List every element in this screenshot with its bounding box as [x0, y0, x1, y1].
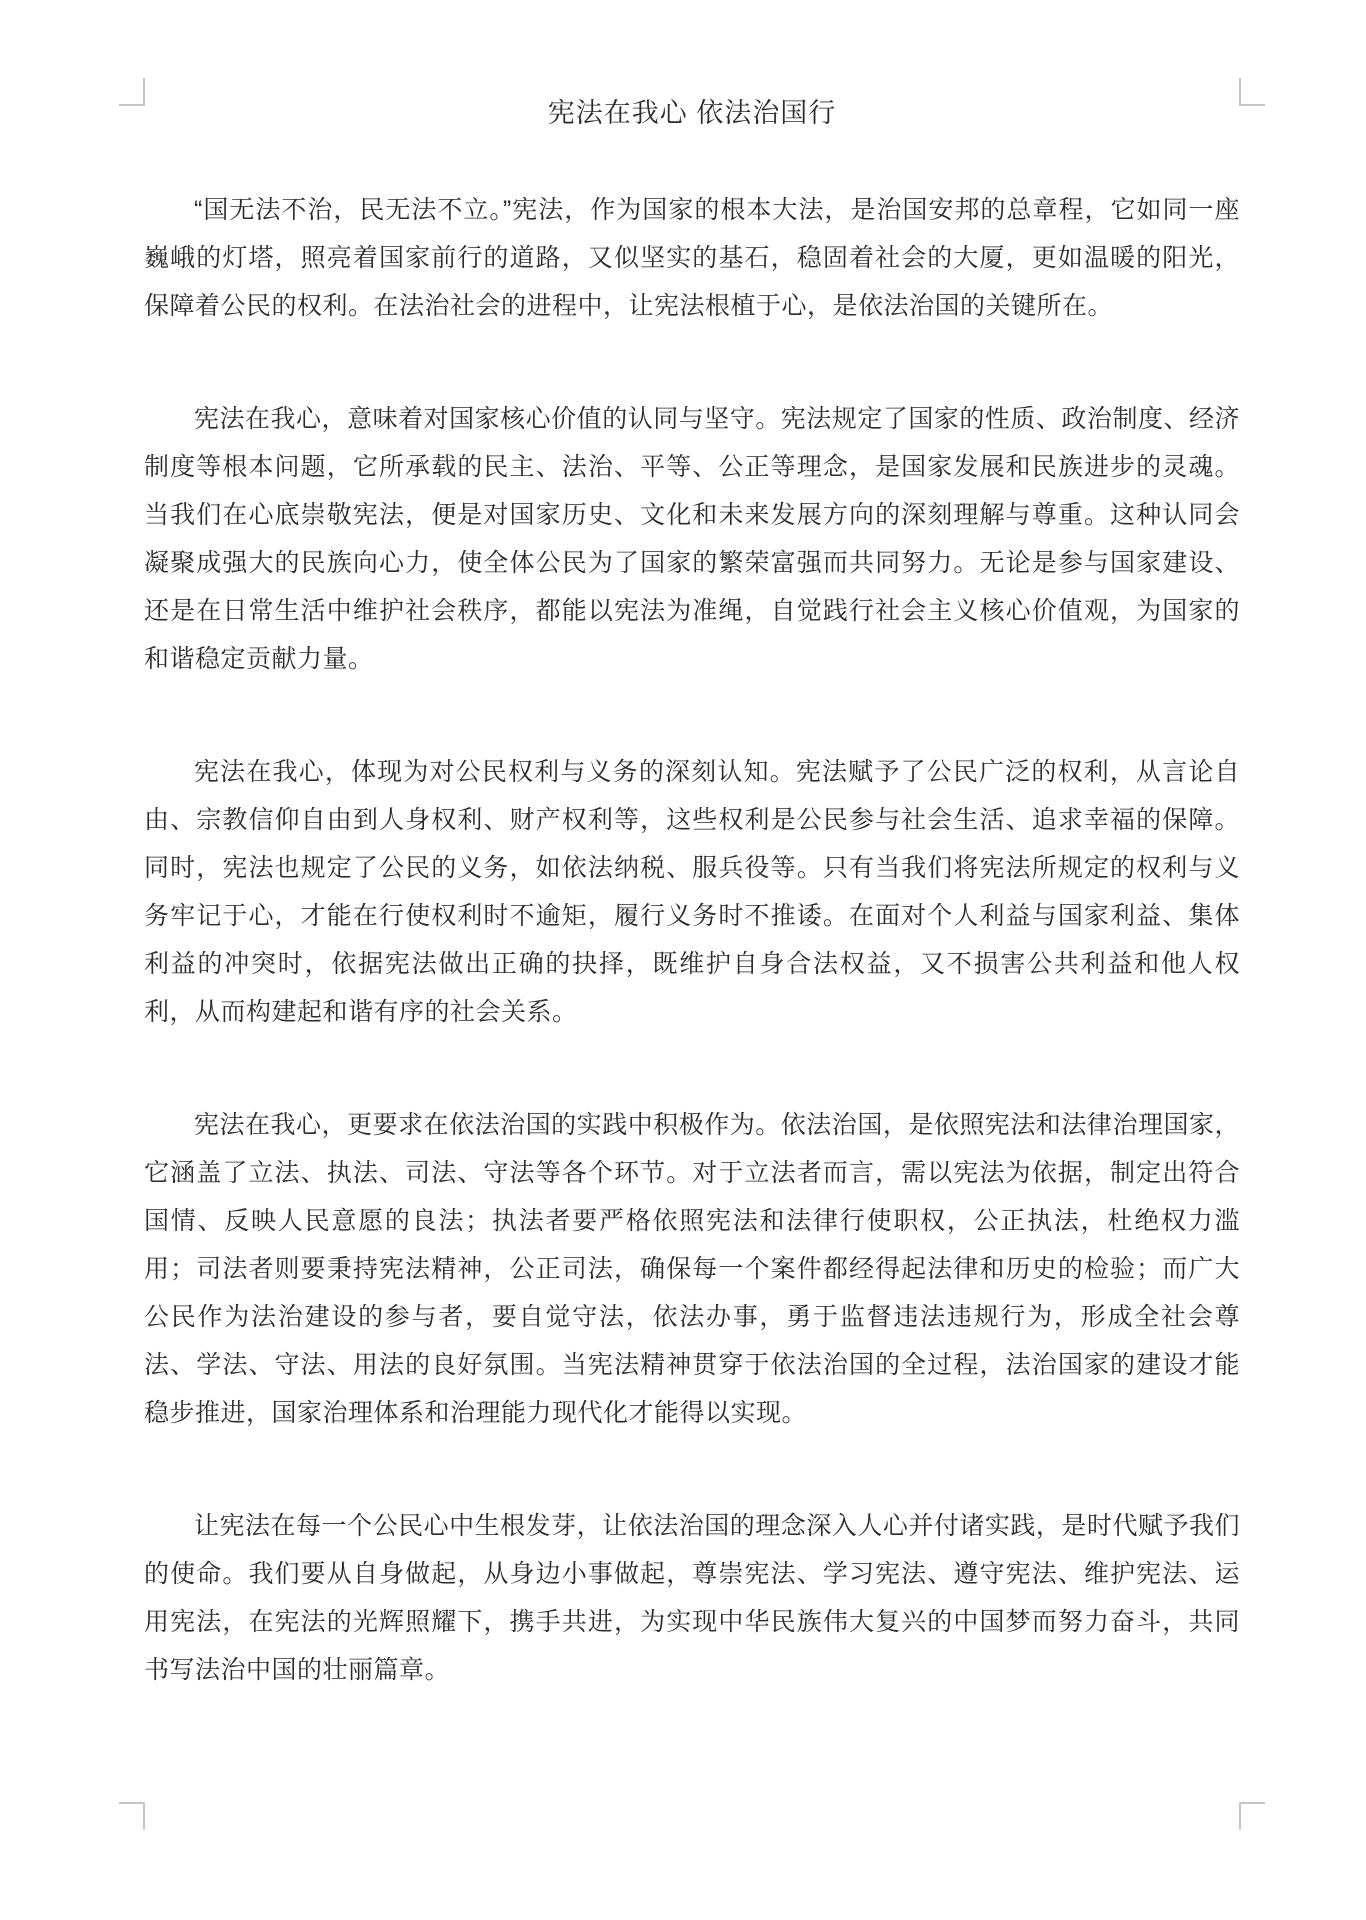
body-paragraph: 宪法在我心，体现为对公民权利与义务的深刻认知。宪法赋予了公民广泛的权利，从言论自由、宗教信仰自由到人身权利、财产权利等，这些权利是公民参与社会生活、追求幸福的保障。同时，宪法也规定了公民的义务，如依法纳税、服兵役等。只有当我们将宪法所规定的权利与义务牢记于心，才能在行使权利时不逾矩，履行义务时不推诿。在面对个人利益与国家利益、集体利益的冲突时，依据宪法做出正确的抉择，既维护自身合法权益，又不损害公共利益和他人权利，从而构建起和谐有序的社会关系。 [144, 758, 1240, 1026]
body-paragraph: 让宪法在每一个公民心中生根发芽，让依法治国的理念深入人心并付诸实践，是时代赋予我们的使命。我们要从自身做起，从身边小事做起，尊崇宪法、学习宪法、遵守宪法、维护宪法、运用宪法，在宪法的光辉照耀下，携手共进，为实现中华民族伟大复兴的中国梦而努力奋斗，共同书写法治中国的壮丽篇章。 [144, 1512, 1240, 1684]
body-paragraph: 宪法在我心，更要求在依法治国的实践中积极作为。依法治国，是依照宪法和法律治理国家，它涵盖了立法、执法、司法、守法等各个环节。对于立法者而言，需以宪法为依据，制定出符合国情、反映人民意愿的良法；执法者要严格依照宪法和法律行使职权，公正执法，杜绝权力滥用；司法者则要秉持宪法精神，公正司法，确保每一个案件都经得起法律和历史的检验；而广大公民作为法治建设的参与者，要自觉守法，依法办事，勇于监督违法违规行为，形成全社会尊法、学法、守法、用法的良好氛围。当宪法精神贯穿于依法治国的全过程，法治国家的建设才能稳步推进，国家治理体系和治理能力现代化才能得以实现。 [144, 1111, 1240, 1427]
body-paragraph: “国无法不治，民无法不立。”宪法，作为国家的根本大法，是治国安邦的总章程，它如同一座巍峨的灯塔，照亮着国家前行的道路，又似坚实的基石，稳固着社会的大厦，更如温暖的阳光，保障着公民的权利。在法治社会的进程中，让宪法根植于心，是依法治国的关键所在。 [144, 196, 1240, 320]
margin-crop-mark-bottom-left [119, 1802, 145, 1830]
document-title: 宪法在我心 依法治国行 [547, 98, 837, 128]
document-body [144, 95, 1240, 1694]
body-paragraph: 宪法在我心，意味着对国家核心价值的认同与坚守。宪法规定了国家的性质、政治制度、经济制度等根本问题，它所承载的民主、法治、平等、公正等理念，是国家发展和民族进步的灵魂。当我们在心底崇敬宪法，便是对国家历史、文化和未来发展方向的深刻理解与尊重。这种认同会凝聚成强大的民族向心力，使全体公民为了国家的繁荣富强而共同努力。无论是参与国家建设、还是在日常生活中维护社会秩序，都能以宪法为准绳，自觉践行社会主义核心价值观，为国家的和谐稳定贡献力量。 [144, 405, 1240, 673]
margin-crop-mark-top-right [1239, 78, 1265, 106]
margin-crop-mark-top-left [119, 78, 145, 106]
margin-crop-mark-bottom-right [1239, 1802, 1265, 1830]
paragraph-container [144, 186, 1240, 1694]
